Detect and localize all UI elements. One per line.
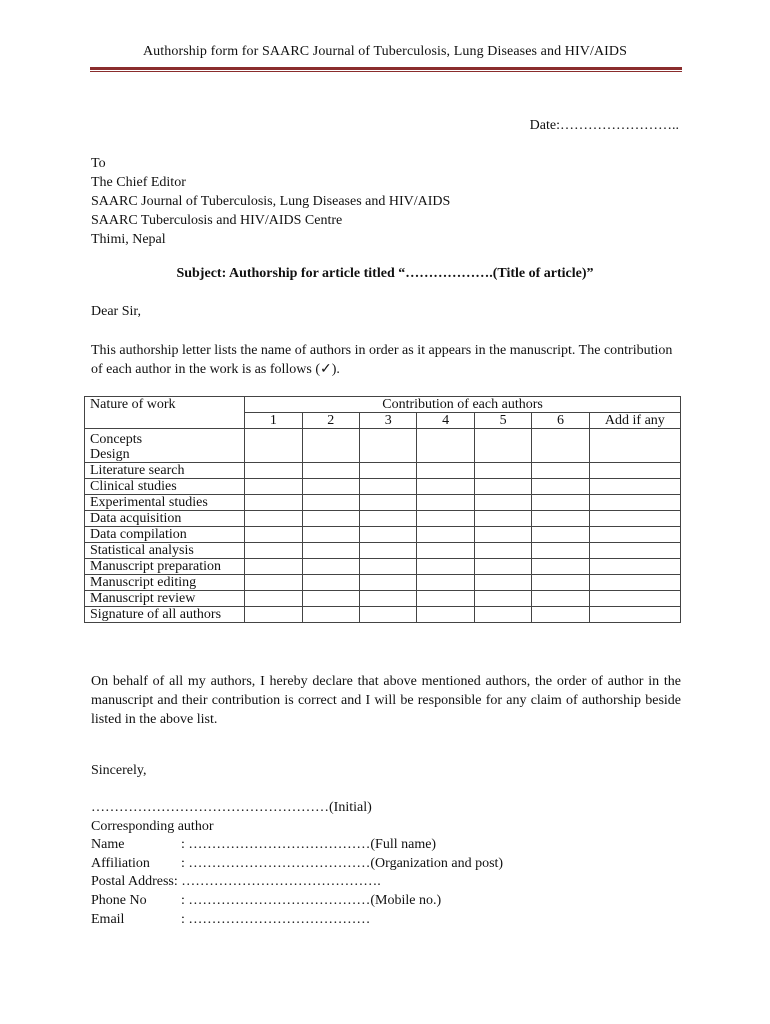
name-field[interactable]: : …………………………………(Full name) [181,837,437,853]
cell[interactable] [359,429,416,463]
cell[interactable] [532,463,589,479]
header-divider-thin [90,71,682,72]
closing: Sincerely, [91,763,147,778]
cell[interactable] [417,511,474,527]
table-row [85,591,681,607]
cell[interactable] [589,511,680,527]
cell[interactable] [417,559,474,575]
postal-label: Postal Address: [91,874,178,890]
cell[interactable] [245,429,302,463]
author-col-1: 1 [245,413,302,429]
phone-row [91,892,503,911]
cell[interactable] [417,591,474,607]
page-header-title: Authorship form for SAARC Journal of Tuberculosis, Lung Diseases and HIV/AIDS [142,44,628,59]
cell[interactable] [302,543,359,559]
table-row [85,607,681,623]
cell[interactable] [532,575,589,591]
row-label: Manuscript editing [85,575,245,591]
cell[interactable] [474,607,531,623]
header-divider [90,67,682,70]
intro-paragraph: This authorship letter lists the name of authors in order as it appears in the manuscript. The contribution of each author in the work is as follows (✓). [91,343,673,377]
phone-field[interactable]: : …………………………………(Mobile no.) [181,892,442,908]
cell[interactable] [302,429,359,463]
cell[interactable] [589,495,680,511]
email-label: Email [91,911,125,927]
date-line: Date:…………………….. [529,118,679,133]
cell[interactable] [417,543,474,559]
subject-line: Subject: Authorship for article titled “……………….(Title of article)” [176,266,594,281]
phone-label: Phone No [91,892,147,908]
cell[interactable] [474,527,531,543]
recipient-address [91,154,450,249]
cell[interactable] [589,575,680,591]
cell[interactable] [589,543,680,559]
cell[interactable] [359,575,416,591]
cell[interactable] [245,527,302,543]
corresponding-author-label: Corresponding author [91,818,214,834]
table-row [85,543,681,559]
address-line-3: SAARC Tuberculosis and HIV/AIDS Centre [91,213,343,228]
cell[interactable] [589,463,680,479]
postal-row [91,873,503,892]
cell[interactable] [245,575,302,591]
cell[interactable] [474,495,531,511]
affiliation-field[interactable]: : …………………………………(Organization and post) [181,855,504,871]
table-row [85,575,681,591]
row-label: Manuscript review [85,591,245,607]
row-label: Data acquisition [85,511,245,527]
row-label: Clinical studies [85,479,245,495]
row-label-concepts: Concepts [90,432,143,447]
cell[interactable] [359,479,416,495]
cell[interactable] [302,511,359,527]
cell[interactable] [532,429,589,463]
affiliation-row [91,855,503,874]
cell[interactable] [302,575,359,591]
cell[interactable] [532,543,589,559]
cell[interactable] [589,607,680,623]
affiliation-label: Affiliation [91,855,150,871]
cell[interactable] [359,495,416,511]
table-row [85,463,681,479]
signature-block [91,799,503,929]
cell[interactable] [245,607,302,623]
cell[interactable] [589,559,680,575]
author-col-add: Add if any [589,413,680,429]
cell[interactable] [302,527,359,543]
author-col-3: 3 [359,413,416,429]
nature-header: Nature of work [85,397,245,429]
cell[interactable] [302,495,359,511]
cell[interactable] [532,559,589,575]
salutation: Dear Sir, [91,304,141,319]
row-label: Data compilation [85,527,245,543]
cell[interactable] [245,511,302,527]
cell[interactable] [245,543,302,559]
cell[interactable] [359,527,416,543]
address-line-1: The Chief Editor [91,175,186,190]
cell[interactable] [302,479,359,495]
cell[interactable] [589,479,680,495]
row-label-design: Design [90,447,130,462]
cell[interactable] [359,463,416,479]
cell[interactable] [417,575,474,591]
cell[interactable] [589,429,680,463]
contribution-table [84,396,681,623]
cell[interactable] [417,479,474,495]
cell[interactable] [359,511,416,527]
postal-field[interactable]: ……………………………………. [177,874,381,890]
cell[interactable] [474,575,531,591]
contribution-header: Contribution of each authors [245,397,681,413]
cell[interactable] [474,511,531,527]
cell[interactable] [417,527,474,543]
table-row [85,559,681,575]
row-label: Literature search [85,463,245,479]
table-row [85,479,681,495]
cell[interactable] [474,463,531,479]
cell[interactable] [474,591,531,607]
cell[interactable] [417,495,474,511]
cell[interactable] [245,479,302,495]
cell[interactable] [532,479,589,495]
row-label: Experimental studies [85,495,245,511]
table-row [85,429,681,463]
cell[interactable] [589,591,680,607]
cell[interactable] [245,495,302,511]
cell[interactable] [474,559,531,575]
author-col-2: 2 [302,413,359,429]
row-label: Signature of all authors [85,607,245,623]
cell[interactable] [302,607,359,623]
table-header-row [85,397,681,413]
cell[interactable] [245,559,302,575]
cell[interactable] [417,607,474,623]
cell[interactable] [359,591,416,607]
row-label: Manuscript preparation [85,559,245,575]
table-row [85,511,681,527]
email-field[interactable]: : ………………………………… [181,911,371,927]
cell[interactable] [532,591,589,607]
cell[interactable] [532,495,589,511]
cell[interactable] [245,591,302,607]
email-row [91,911,503,930]
cell[interactable] [417,463,474,479]
address-line-4: Thimi, Nepal [91,232,166,247]
address-line-2: SAARC Journal of Tuberculosis, Lung Diseases and HIV/AIDS [91,194,451,209]
table-row [85,495,681,511]
name-row [91,836,503,855]
address-to: To [91,156,106,171]
table-row [85,527,681,543]
cell[interactable] [359,559,416,575]
row-label: Statistical analysis [85,543,245,559]
declaration-paragraph: On behalf of all my authors, I hereby declare that above mentioned authors, the order of author in the manuscript and their contribution is correct and I will be responsible for any claim of authorship beside listed in the above list. [91,674,681,727]
author-col-6: 6 [532,413,589,429]
cell[interactable] [359,543,416,559]
cell[interactable] [417,429,474,463]
author-col-5: 5 [474,413,531,429]
cell[interactable] [474,479,531,495]
cell[interactable] [245,463,302,479]
cell[interactable] [302,591,359,607]
row-label-concepts-design [85,429,245,463]
initial-line[interactable]: ……………………………………………(Initial) [91,800,372,815]
name-label: Name [91,837,125,853]
cell[interactable] [302,559,359,575]
cell[interactable] [474,543,531,559]
author-col-4: 4 [417,413,474,429]
cell[interactable] [532,607,589,623]
cell[interactable] [474,429,531,463]
cell[interactable] [302,463,359,479]
cell[interactable] [532,527,589,543]
cell[interactable] [359,607,416,623]
cell[interactable] [532,511,589,527]
cell[interactable] [589,527,680,543]
